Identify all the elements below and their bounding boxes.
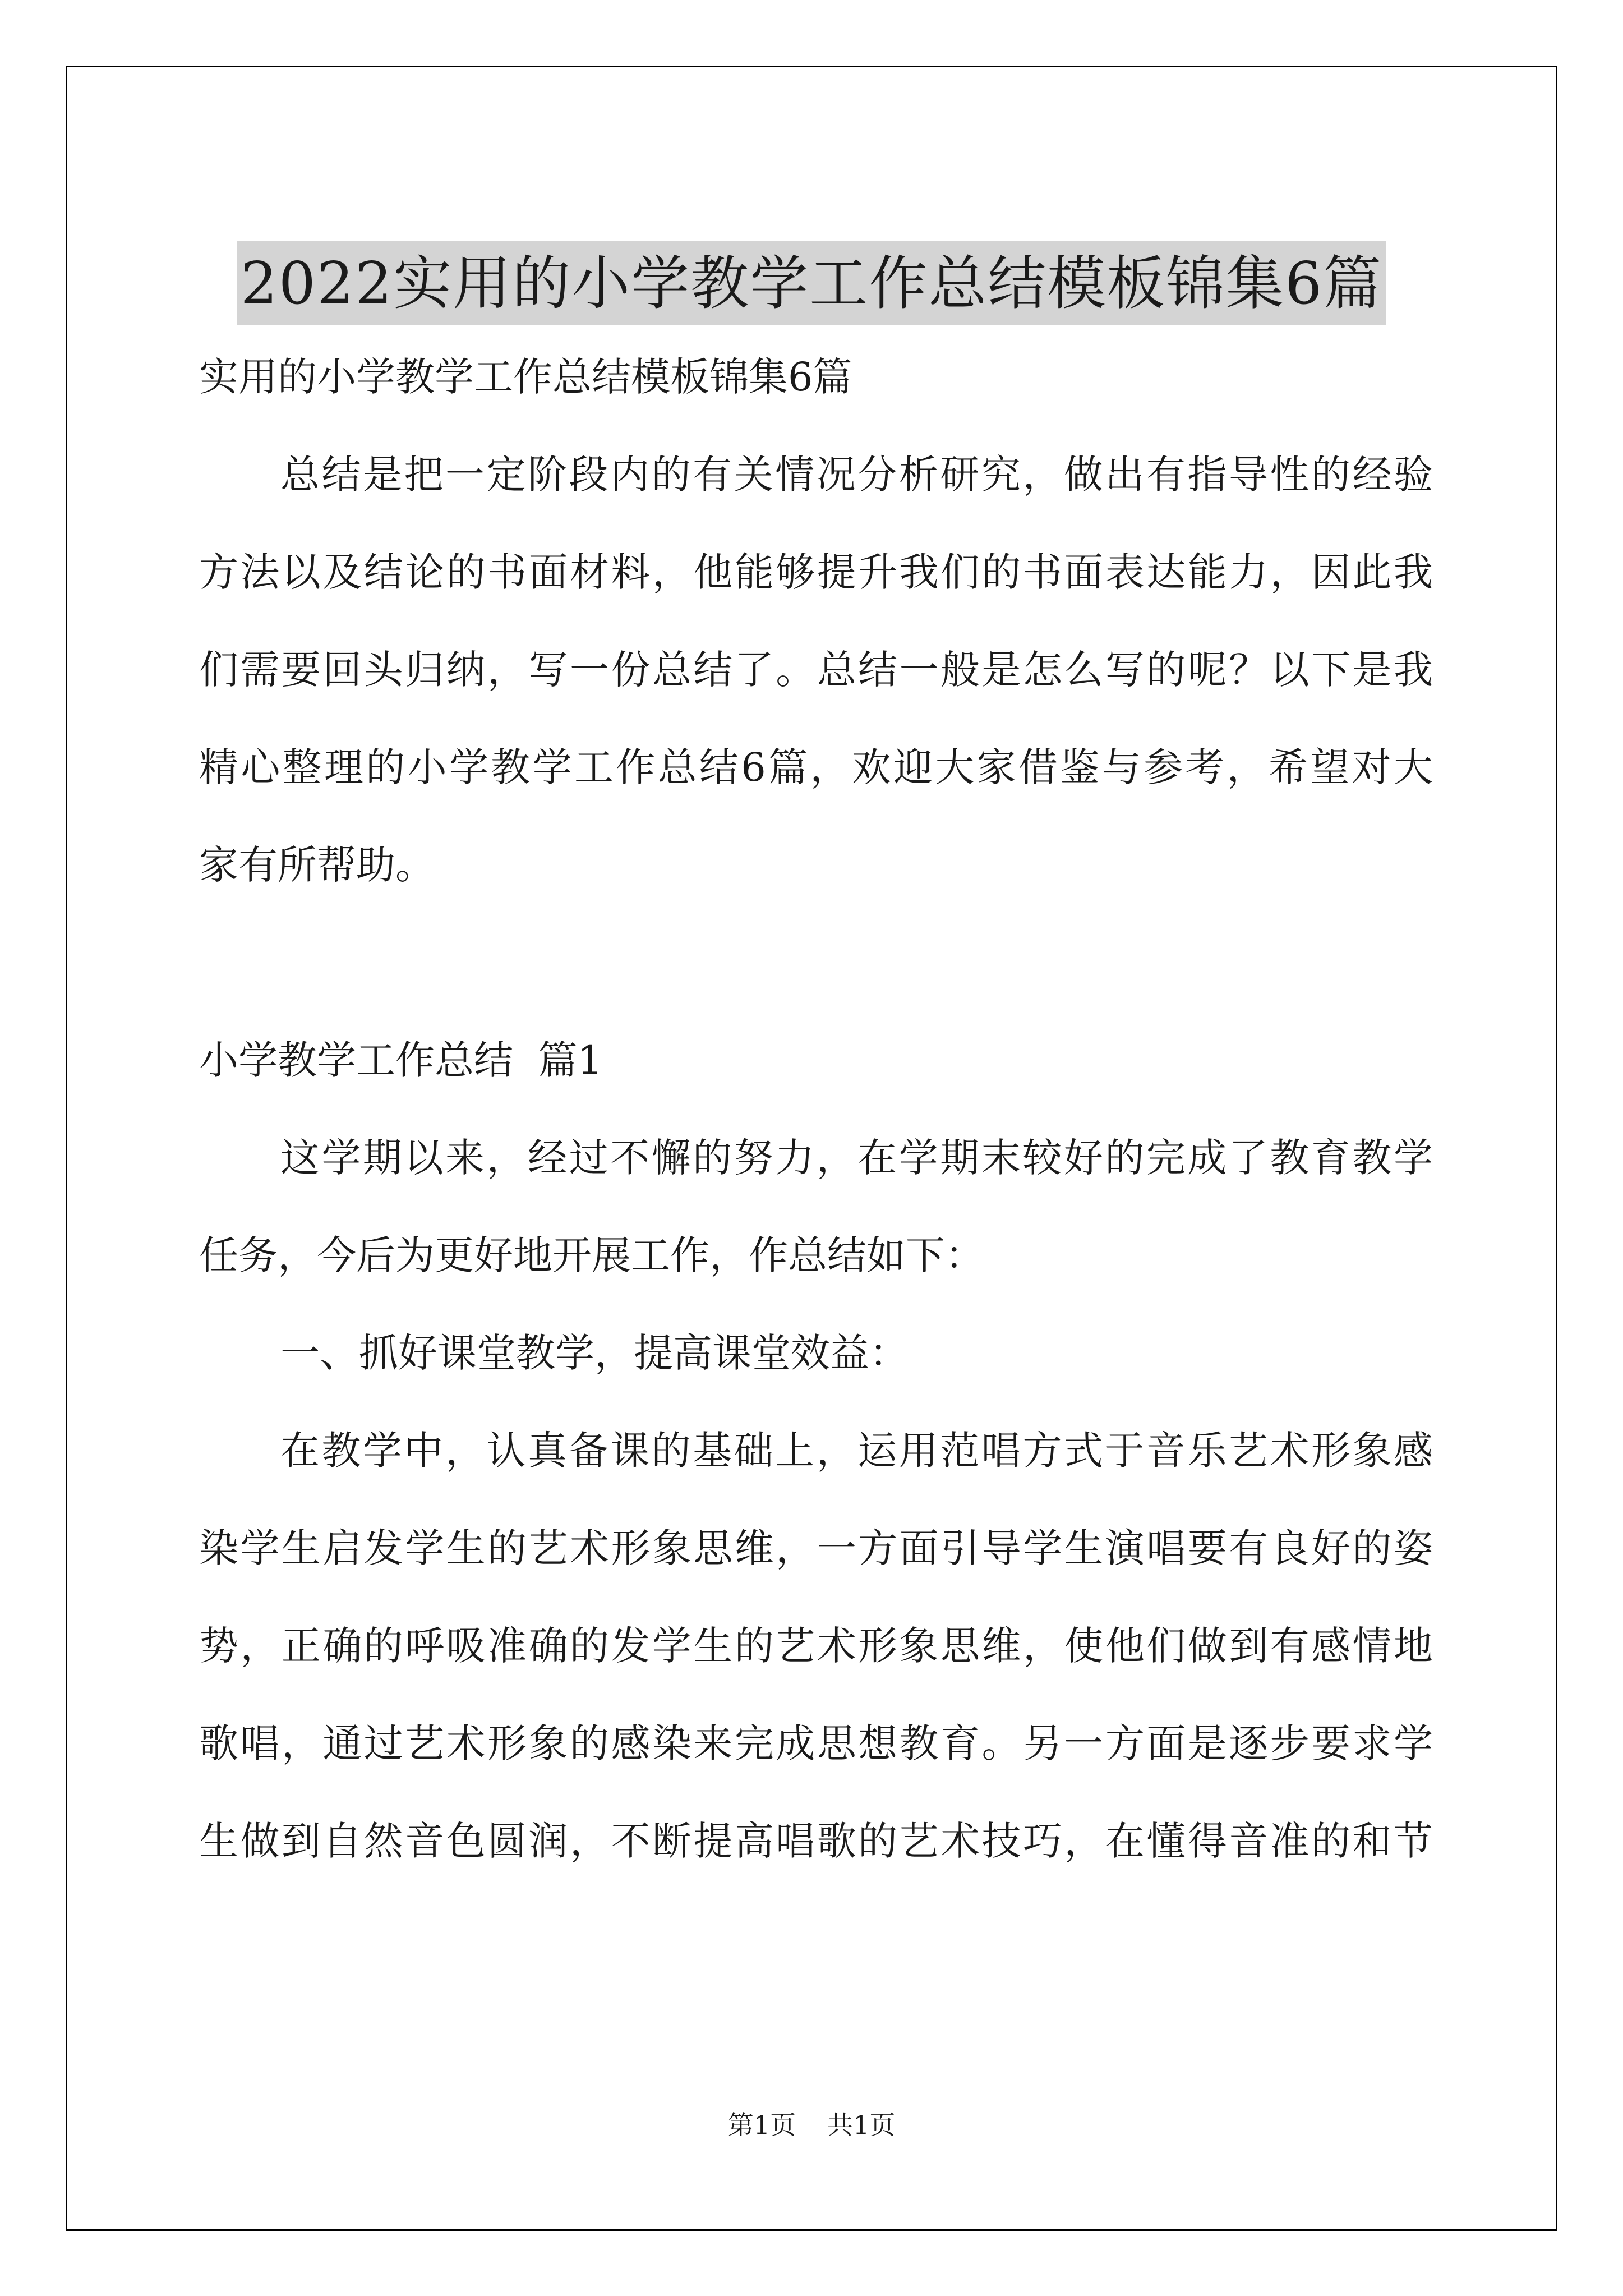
paragraph-line: 歌唱，通过艺术形象的感染来完成思想教育。另一方面是逐步要求学 bbox=[199, 1720, 1433, 1766]
intro-line: 总结是把一定阶段内的有关情况分析研究，做出有指导性的经验 bbox=[280, 452, 1433, 498]
document-body bbox=[199, 328, 1433, 1890]
intro-line: 方法以及结论的书面材料，他能够提升我们的书面表达能力，因此我 bbox=[199, 549, 1433, 595]
document-subtitle: 实用的小学教学工作总结模板锦集6篇 bbox=[199, 354, 852, 400]
paragraph-line: 势，正确的呼吸准确的发学生的艺术形象思维，使他们做到有感情地 bbox=[199, 1623, 1433, 1669]
section-heading: 小学教学工作总结 篇1 bbox=[199, 1037, 603, 1083]
list-item-heading: 一、抓好课堂教学，提高课堂效益： bbox=[280, 1330, 909, 1376]
intro-line: 们需要回头归纳，写一份总结了。总结一般是怎么写的呢？以下是我 bbox=[199, 647, 1433, 693]
page-footer bbox=[0, 2108, 1623, 2142]
paragraph-line: 这学期以来，经过不懈的努力，在学期末较好的完成了教育教学 bbox=[280, 1135, 1433, 1181]
page-number-total: 共1页 bbox=[827, 2110, 896, 2140]
paragraph-gap bbox=[199, 914, 1433, 1011]
document-title: 2022实用的小学教学工作总结模板锦集6篇 bbox=[237, 241, 1386, 325]
paragraph-line: 任务，今后为更好地开展工作，作总结如下： bbox=[199, 1232, 984, 1278]
paragraph-line: 染学生启发学生的艺术形象思维，一方面引导学生演唱要有良好的姿 bbox=[199, 1525, 1433, 1571]
intro-line: 家有所帮助。 bbox=[199, 842, 435, 888]
paragraph-line: 生做到自然音色圆润，不断提高唱歌的艺术技巧，在懂得音准的和节 bbox=[199, 1818, 1433, 1864]
paragraph-line: 在教学中，认真备课的基础上，运用范唱方式于音乐艺术形象感 bbox=[280, 1428, 1433, 1474]
page-number-current: 第1页 bbox=[727, 2110, 796, 2140]
intro-line: 精心整理的小学教学工作总结6篇，欢迎大家借鉴与参考，希望对大 bbox=[199, 744, 1433, 790]
